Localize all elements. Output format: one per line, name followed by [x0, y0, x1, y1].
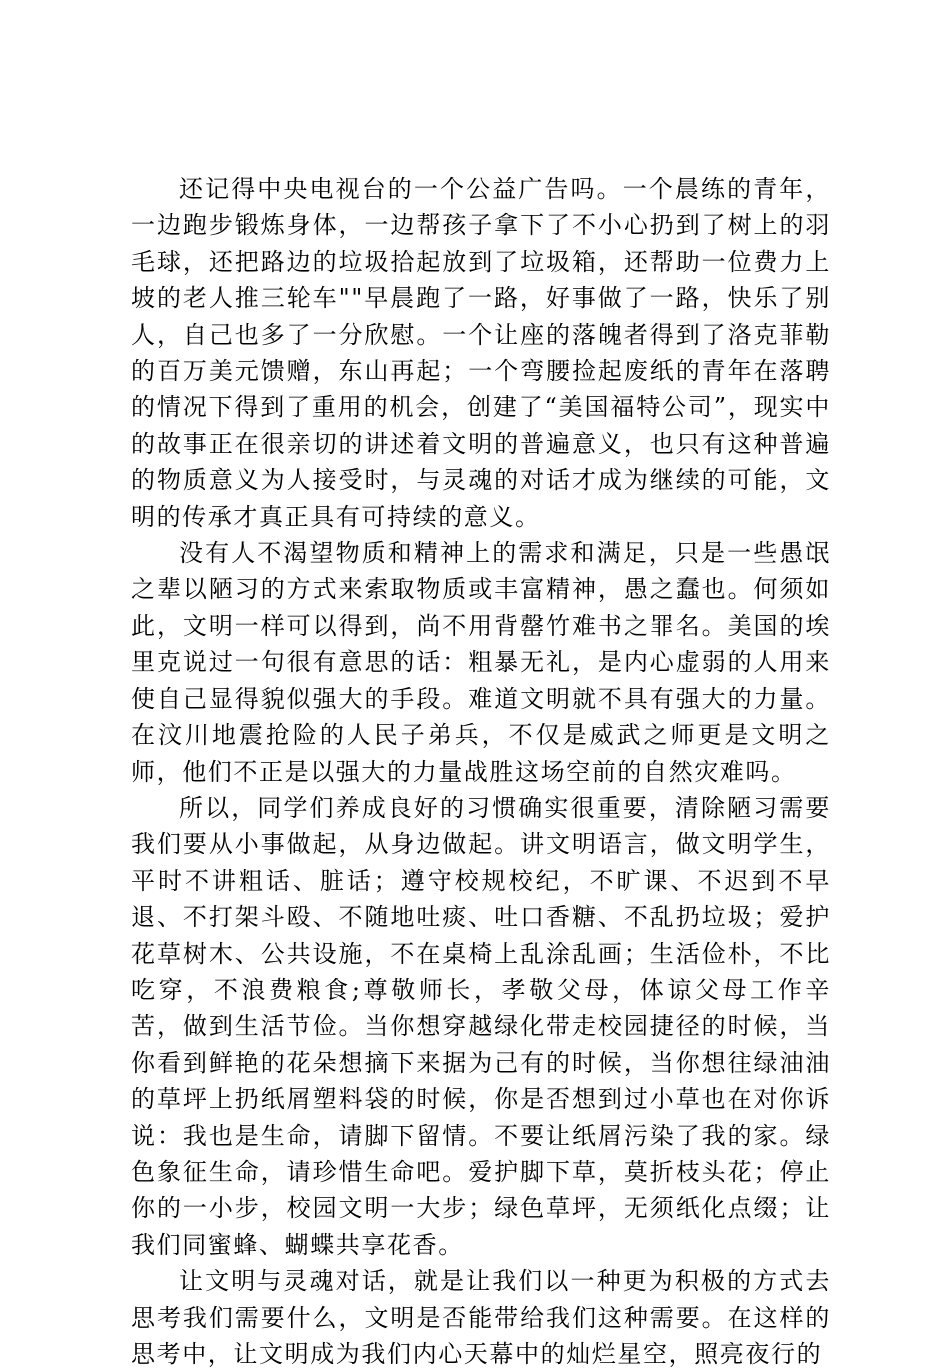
- paragraph: 所以，同学们养成良好的习惯确实很重要，清除陋习需要我们要从小事做起，从身边做起。讲文明语言，做文明学生，平时不讲粗话、脏话；遵守校规校纪，不旷课、不迟到不早退、不打架斗殴、不随地吐痰、吐口香糖、不乱扔垃圾；爱护花草树木、公共设施，不在桌椅上乱涂乱画；生活俭朴，不比吃穿，不浪费粮食;尊敬师长，孝敬父母，体谅父母工作辛苦，做到生活节俭。当你想穿越绿化带走校园捷径的时候，当你看到鲜艳的花朵想摘下来据为己有的时候，当你想往绿油油的草坪上扔纸屑塑料袋的时候，你是否想到过小草也在对你诉说：我也是生命，请脚下留情。不要让纸屑污染了我的家。绿色象征生命，请珍惜生命吧。爱护脚下草，莫折枝头花；停止你的一小步，校园文明一大步；绿色草坪，无须纸化点缀；让我们同蜜蜂、蝴蝶共享花香。: [131, 793, 831, 1259]
- paragraph: 没有人不渴望物质和精神上的需求和满足，只是一些愚氓之辈以陋习的方式来索取物质或丰富精神，愚之蠢也。何须如此，文明一样可以得到，尚不用背罄竹难书之罪名。美国的埃里克说过一句很有意思的话：粗暴无礼，是内心虚弱的人用来使自己显得貌似强大的手段。难道文明就不具有强大的力量。在汶川地震抢险的人民子弟兵，不仅是威武之师更是文明之师，他们不正是以强大的力量战胜这场空前的自然灾难吗。: [131, 539, 831, 786]
- document-body: [131, 171, 831, 1372]
- paragraph: 还记得中央电视台的一个公益广告吗。一个晨练的青年，一边跑步锻炼身体，一边帮孩子拿下了不小心扔到了树上的羽毛球，还把路边的垃圾拾起放到了垃圾箱，还帮助一位费力上坡的老人推三轮车""早晨跑了一路，好事做了一路，快乐了别人，自己也多了一分欣慰。一个让座的落魄者得到了洛克菲勒的百万美元馈赠，东山再起；一个弯腰捡起废纸的青年在落聘的情况下得到了重用的机会，创建了“美国福特公司”，现实中的故事正在很亲切的讲述着文明的普遍意义，也只有这种普遍的物质意义为人接受时，与灵魂的对话才成为继续的可能，文明的传承才真正具有可持续的意义。: [131, 175, 831, 531]
- paragraph: 让文明与灵魂对话，就是让我们以一种更为积极的方式去思考我们需要什么，文明是否能带给我们这种需要。在这样的思考中，让文明成为我们内心天幕中的灿烂星空，照亮夜行的: [131, 1267, 831, 1368]
